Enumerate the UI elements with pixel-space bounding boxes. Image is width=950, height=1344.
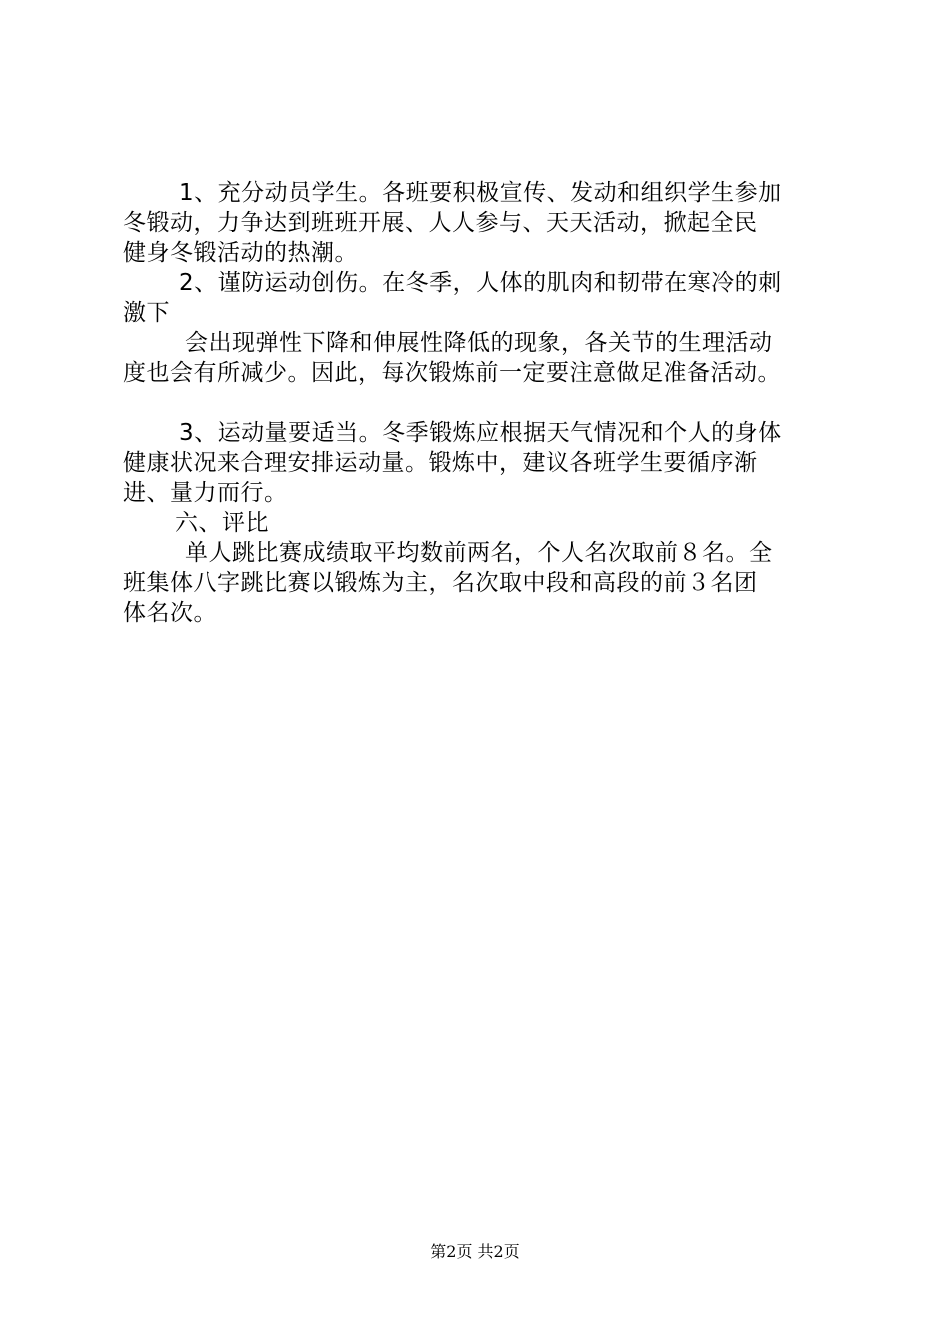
paragraph-4-line-1: 3、运动量要适当。冬季锻炼应根据天气情况和个人的身体 [179, 420, 782, 446]
paragraph-1-line-1: 1、充分动员学生。各班要积极宣传、发动和组织学生参加 [179, 180, 782, 206]
blank-line [123, 388, 843, 418]
paragraph-5-line-1: 单人跳比赛成绩取平均数前两名，个人名次取前８名。全 [185, 540, 773, 566]
paragraph-2-line-1: 2、谨防运动创伤。在冬季，人体的肌肉和韧带在寒冷的刺 [179, 270, 782, 296]
paragraph-4-line-2: 健康状况来合理安排运动量。锻炼中，建议各班学生要循序渐 [123, 450, 758, 476]
paragraph-1-line-3: 健身冬锻活动的热潮。 [123, 240, 358, 266]
paragraph-3-line-1: 会出现弹性下降和伸展性降低的现象，各关节的生理活动 [185, 330, 773, 356]
paragraph-2-line-2: 激下 [123, 300, 170, 326]
paragraph-5-line-2: 班集体八字跳比赛以锻炼为主，名次取中段和高段的前３名团 [123, 570, 758, 596]
section-heading-evaluation: 六、评比 [175, 510, 269, 536]
paragraph-4-line-3: 进、量力而行。 [123, 480, 288, 506]
page-footer: 第2页 共2页 [430, 1242, 520, 1261]
paragraph-1-line-2: 冬锻动，力争达到班班开展、人人参与、天天活动，掀起全民 [123, 210, 758, 236]
paragraph-3-line-2: 度也会有所减少。因此，每次锻炼前一定要注意做足准备活动。 [123, 360, 781, 386]
document-body [123, 178, 843, 628]
paragraph-5-line-3: 体名次。 [123, 600, 217, 626]
